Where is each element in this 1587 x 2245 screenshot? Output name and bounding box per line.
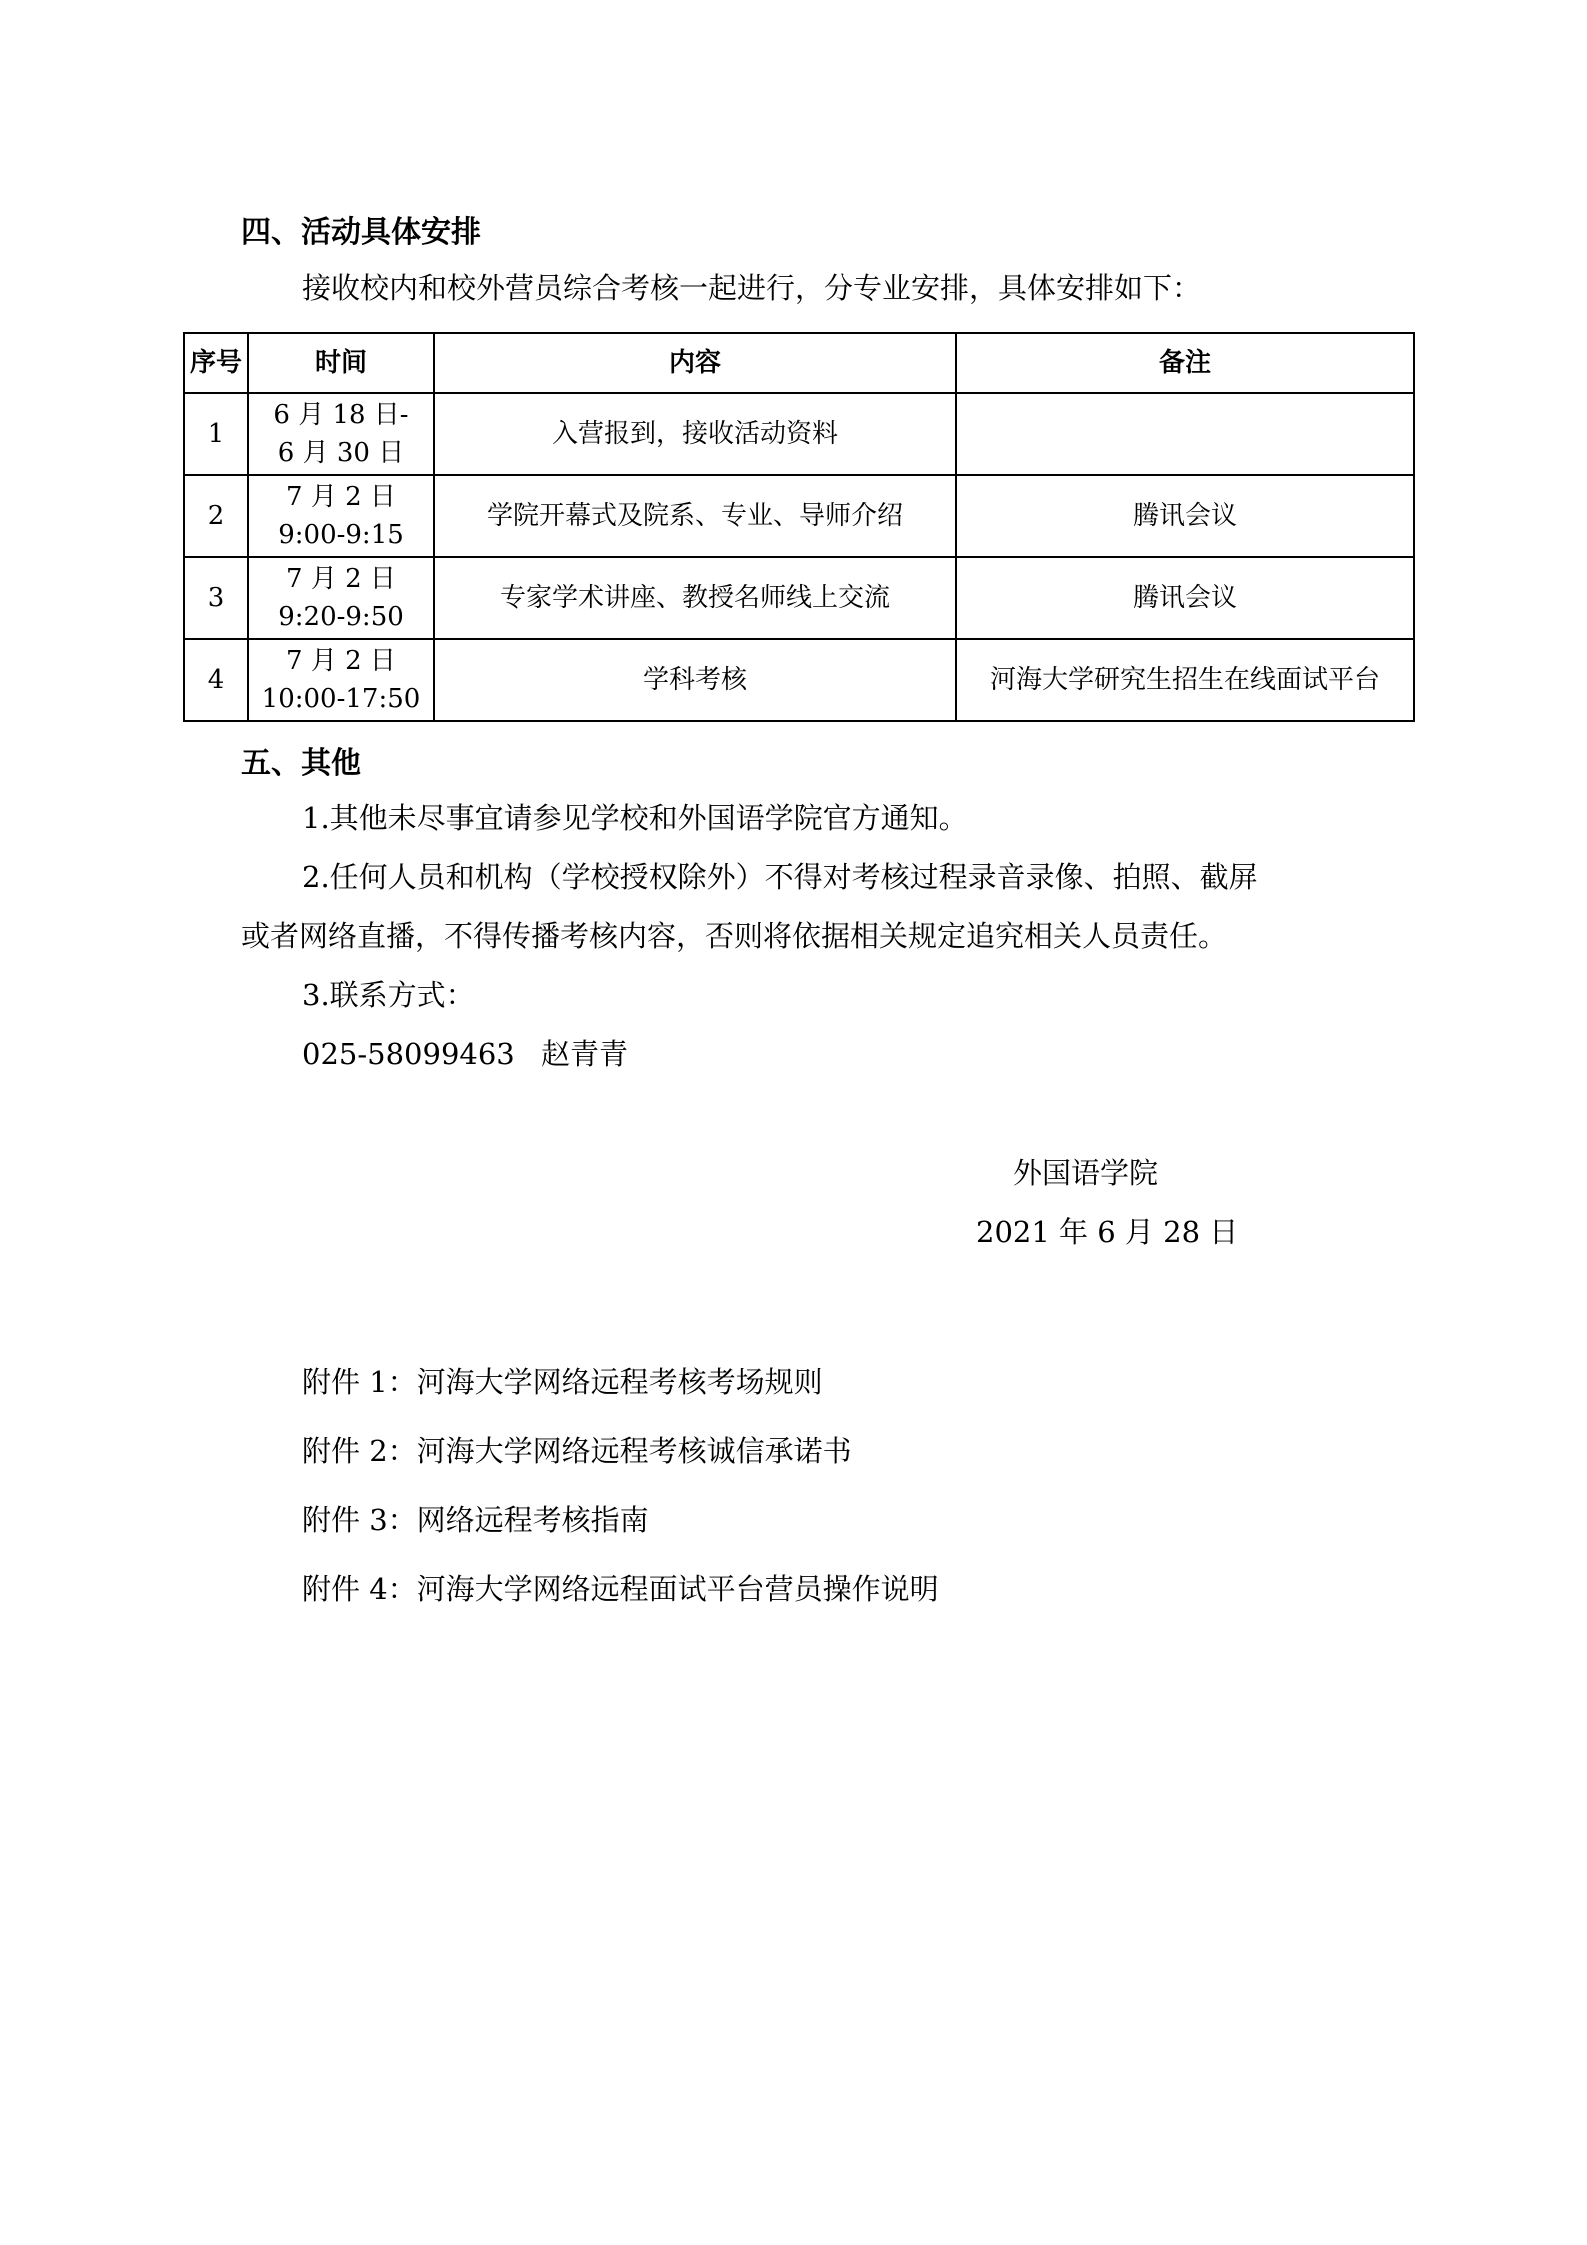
row-time [248,393,434,475]
row-time-range: 6 月 30 日 [277,438,405,468]
row-time [248,475,434,557]
section-4-heading: 四、活动具体安排 [241,215,481,250]
row-note: 河海大学研究生招生在线面试平台 [956,639,1414,721]
table-row [184,557,1414,639]
attachment-item: 附件 4：河海大学网络远程面试平台营员操作说明 [302,1572,939,1606]
section-4-intro: 接收校内和校外营员综合考核一起进行，分专业安排，具体安排如下： [302,271,1202,305]
row-time [248,557,434,639]
table-row [184,639,1414,721]
table-row [184,475,1414,557]
row-time-range: 9:20-9:50 [278,602,404,632]
contact-phone: 025-58099463 [302,1037,515,1071]
header-content: 内容 [434,333,956,393]
schedule-table [183,332,1415,722]
header-number: 序号 [184,333,248,393]
attachment-item: 附件 1：河海大学网络远程考核考场规则 [302,1365,823,1399]
row-number: 4 [184,639,248,721]
other-item-3: 3.联系方式： [302,978,475,1012]
row-number: 3 [184,557,248,639]
row-time-date: 6 月 18 日- [273,400,409,430]
row-note: 腾讯会议 [956,475,1414,557]
row-content: 入营报到，接收活动资料 [434,393,956,475]
row-time-date: 7 月 2 日 [286,646,396,676]
signature-date: 2021 年 6 月 28 日 [976,1215,1239,1249]
row-time-range: 9:00-9:15 [278,520,404,550]
contact-name: 赵青青 [541,1037,629,1071]
row-time-range: 10:00-17:50 [261,684,421,714]
row-note: 腾讯会议 [956,557,1414,639]
signature-organization: 外国语学院 [1013,1156,1159,1190]
other-item-2-line-2: 或者网络直播，不得传播考核内容，否则将依据相关规定追究相关人员责任。 [241,919,1228,953]
row-note [956,393,1414,475]
row-number: 1 [184,393,248,475]
attachment-item: 附件 3：网络远程考核指南 [302,1503,649,1537]
row-content: 学科考核 [434,639,956,721]
header-note: 备注 [956,333,1414,393]
table-header-row [184,333,1414,393]
row-content: 专家学术讲座、教授名师线上交流 [434,557,956,639]
table-row [184,393,1414,475]
attachment-item: 附件 2：河海大学网络远程考核诚信承诺书 [302,1434,852,1468]
row-number: 2 [184,475,248,557]
header-time: 时间 [248,333,434,393]
row-content: 学院开幕式及院系、专业、导师介绍 [434,475,956,557]
section-5-heading: 五、其他 [241,746,361,781]
row-time-date: 7 月 2 日 [286,564,396,594]
row-time-date: 7 月 2 日 [286,482,396,512]
row-time [248,639,434,721]
other-item-1: 1.其他未尽事宜请参见学校和外国语学院官方通知。 [302,801,968,835]
other-item-2-line-1: 2.任何人员和机构（学校授权除外）不得对考核过程录音录像、拍照、截屏 [302,860,1258,894]
